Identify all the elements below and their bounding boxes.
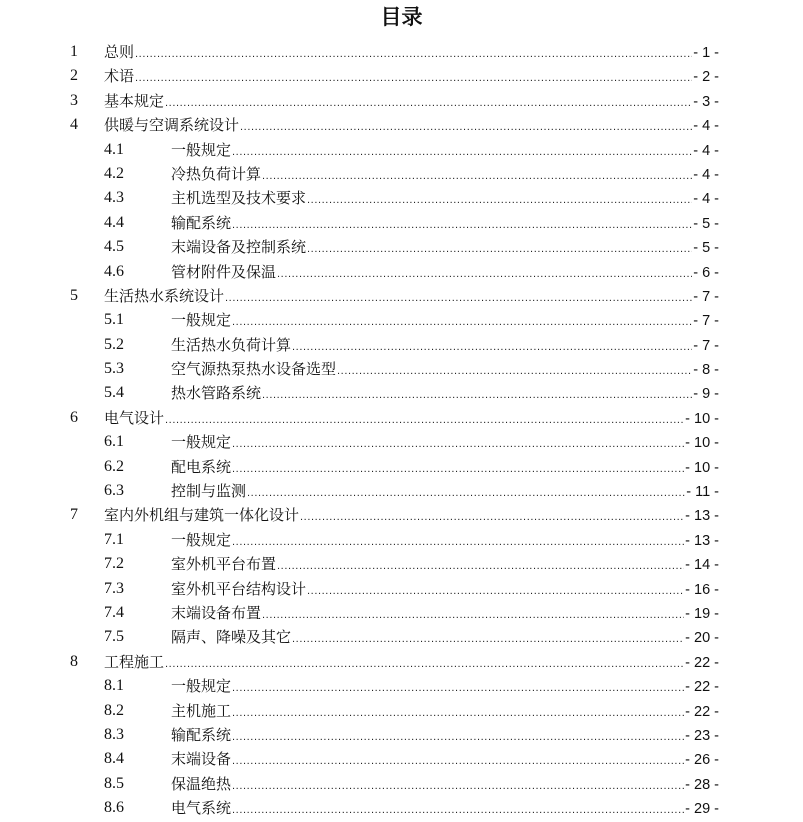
toc-dot-leader bbox=[262, 603, 684, 627]
toc-entry-title: 术语 bbox=[104, 67, 135, 86]
toc-dot-leader bbox=[232, 213, 692, 237]
toc-entry-page: - 5 - bbox=[693, 215, 719, 232]
toc-entry-page: - 28 - bbox=[685, 776, 719, 793]
toc-entry-page: - 11 - bbox=[686, 484, 719, 501]
toc-entry-number: 5.2 bbox=[104, 335, 124, 353]
toc-entry-title: 室外机平台结构设计 bbox=[171, 579, 307, 598]
toc-entry-number: 4.6 bbox=[104, 262, 124, 280]
toc-entry-number: 5.3 bbox=[104, 360, 124, 378]
toc-section-entry[interactable] bbox=[0, 625, 803, 649]
toc-entry-title: 隔声、降噪及其它 bbox=[171, 628, 292, 647]
toc-entry-line bbox=[171, 357, 719, 383]
toc-entry-title: 电气系统 bbox=[171, 799, 232, 818]
toc-entry-page: - 23 - bbox=[685, 727, 719, 744]
toc-entry-line bbox=[104, 650, 719, 676]
toc-entry-title: 一般规定 bbox=[171, 140, 232, 159]
toc-dot-leader bbox=[232, 457, 684, 481]
toc-section-entry[interactable] bbox=[0, 772, 803, 796]
toc-entry-line bbox=[171, 747, 719, 773]
toc-entry-line bbox=[171, 455, 719, 481]
toc-dot-leader bbox=[232, 701, 684, 725]
toc-entry-title: 控制与监测 bbox=[171, 482, 247, 501]
toc-entry-line bbox=[104, 89, 719, 115]
toc-entry-line bbox=[104, 503, 719, 529]
toc-entry-page: - 22 - bbox=[685, 703, 719, 720]
toc-chapter-entry[interactable] bbox=[0, 284, 803, 308]
toc-section-entry[interactable] bbox=[0, 601, 803, 625]
toc-entry-title: 生活热水系统设计 bbox=[104, 286, 225, 305]
toc-entry-title: 末端设备布置 bbox=[171, 603, 262, 622]
toc-entry-number: 7.4 bbox=[104, 603, 124, 621]
toc-entry-number: 6 bbox=[70, 408, 78, 426]
toc-entry-page: - 4 - bbox=[693, 118, 719, 135]
toc-entry-number: 3 bbox=[70, 91, 78, 109]
toc-entry-title: 电气设计 bbox=[104, 408, 165, 427]
toc-entry-line bbox=[171, 138, 719, 164]
toc-entry-title: 总则 bbox=[104, 43, 135, 61]
toc-entry-page: - 6 - bbox=[693, 264, 719, 281]
toc-entry-page: - 3 - bbox=[693, 93, 719, 110]
toc-entry-line bbox=[171, 430, 719, 456]
toc-dot-leader bbox=[232, 798, 684, 822]
toc-entry-title: 基本规定 bbox=[104, 91, 165, 110]
toc-dot-leader bbox=[307, 188, 692, 212]
toc-entry-number: 8 bbox=[70, 652, 78, 670]
toc-dot-leader bbox=[247, 481, 685, 505]
toc-section-entry[interactable] bbox=[0, 138, 803, 162]
toc-dot-leader bbox=[135, 66, 692, 90]
toc-entry-number: 8.1 bbox=[104, 677, 124, 695]
toc-entry-page: - 7 - bbox=[693, 288, 719, 305]
toc-entry-line bbox=[171, 577, 719, 603]
toc-section-entry[interactable] bbox=[0, 381, 803, 405]
toc-dot-leader bbox=[232, 676, 684, 700]
toc-entry-line bbox=[171, 186, 719, 212]
toc-dot-leader bbox=[232, 310, 692, 334]
toc-entry-line bbox=[171, 772, 719, 798]
toc-entry-title: 室内外机组与建筑一体化设计 bbox=[104, 506, 300, 525]
toc-section-entry[interactable] bbox=[0, 162, 803, 186]
toc-entry-page: - 10 - bbox=[685, 435, 719, 452]
toc-entry-page: - 13 - bbox=[685, 508, 719, 525]
toc-entry-title: 末端设备及控制系统 bbox=[171, 238, 307, 257]
toc-entry-line bbox=[171, 479, 719, 505]
toc-entry-number: 5.4 bbox=[104, 384, 124, 402]
toc-dot-leader bbox=[307, 579, 684, 603]
toc-entry-line bbox=[171, 381, 719, 407]
toc-section-entry[interactable] bbox=[0, 577, 803, 601]
toc-chapter-entry[interactable] bbox=[0, 503, 803, 527]
toc-entry-page: - 10 - bbox=[685, 410, 719, 427]
toc-entry-line bbox=[171, 528, 719, 554]
toc-section-entry[interactable] bbox=[0, 308, 803, 332]
toc-entry-page: - 13 - bbox=[685, 532, 719, 549]
toc-entry-title: 一般规定 bbox=[171, 311, 232, 330]
toc-dot-leader bbox=[240, 115, 692, 139]
toc-dot-leader bbox=[232, 725, 684, 749]
toc-entry-page: - 8 - bbox=[693, 362, 719, 379]
toc-chapter-entry[interactable] bbox=[0, 89, 803, 113]
toc-dot-leader bbox=[292, 627, 684, 651]
toc-entry-title: 热水管路系统 bbox=[171, 384, 262, 403]
toc-entry-title: 一般规定 bbox=[171, 677, 232, 696]
toc-entry-line bbox=[104, 64, 719, 90]
toc-entry-number: 8.6 bbox=[104, 799, 124, 817]
toc-entry-line bbox=[171, 601, 719, 627]
toc-entry-page: - 20 - bbox=[685, 630, 719, 647]
toc-dot-leader bbox=[232, 140, 692, 164]
toc-section-entry[interactable] bbox=[0, 528, 803, 552]
toc-entry-number: 4.1 bbox=[104, 140, 124, 158]
toc-dot-leader bbox=[307, 237, 692, 261]
toc-entry-page: - 19 - bbox=[685, 605, 719, 622]
toc-entry-title: 供暖与空调系统设计 bbox=[104, 116, 240, 135]
toc-entry-title: 保温绝热 bbox=[171, 774, 232, 793]
toc-entry-page: - 9 - bbox=[693, 386, 719, 403]
toc-entry-page: - 5 - bbox=[693, 240, 719, 257]
toc-dot-leader bbox=[165, 408, 684, 432]
toc-entry-page: - 2 - bbox=[693, 69, 719, 86]
toc-entry-line bbox=[171, 699, 719, 725]
toc-section-entry[interactable] bbox=[0, 455, 803, 479]
toc-entry-number: 2 bbox=[70, 67, 78, 85]
toc-entry-page: - 22 - bbox=[685, 679, 719, 696]
toc-section-entry[interactable] bbox=[0, 552, 803, 576]
toc-chapter-entry[interactable] bbox=[0, 406, 803, 430]
toc-entry-number: 7.5 bbox=[104, 628, 124, 646]
toc-entry-page: - 29 - bbox=[685, 801, 719, 818]
toc-entry-number: 1 bbox=[70, 43, 78, 60]
toc-entry-title: 管材附件及保温 bbox=[171, 262, 277, 281]
toc-section-entry[interactable] bbox=[0, 747, 803, 771]
toc-entry-page: - 26 - bbox=[685, 752, 719, 769]
toc-entry-line bbox=[171, 552, 719, 578]
toc-section-entry[interactable] bbox=[0, 674, 803, 698]
toc-chapter-entry[interactable] bbox=[0, 650, 803, 674]
toc-title: 目录 bbox=[380, 5, 423, 29]
toc-entry-line bbox=[171, 235, 719, 261]
table-of-contents bbox=[0, 40, 803, 821]
toc-section-entry[interactable] bbox=[0, 796, 803, 820]
toc-entry-page: - 7 - bbox=[693, 337, 719, 354]
toc-entry-title: 末端设备 bbox=[171, 750, 232, 769]
toc-entry-line bbox=[171, 260, 719, 286]
toc-entry-page: - 10 - bbox=[685, 459, 719, 476]
toc-chapter-entry[interactable] bbox=[0, 40, 803, 64]
toc-section-entry[interactable] bbox=[0, 260, 803, 284]
toc-entry-page: - 4 - bbox=[693, 191, 719, 208]
toc-entry-page: - 14 - bbox=[685, 557, 719, 574]
toc-chapter-entry[interactable] bbox=[0, 113, 803, 137]
toc-entry-number: 4.4 bbox=[104, 213, 124, 231]
toc-entry-number: 7.2 bbox=[104, 555, 124, 573]
toc-entry-number: 6.3 bbox=[104, 482, 124, 500]
toc-dot-leader bbox=[337, 359, 692, 383]
toc-entry-number: 4.3 bbox=[104, 189, 124, 207]
toc-entry-number: 4.2 bbox=[104, 164, 124, 182]
toc-entry-line bbox=[171, 723, 719, 749]
toc-dot-leader bbox=[225, 286, 692, 310]
toc-entry-line bbox=[171, 308, 719, 334]
toc-dot-leader bbox=[277, 554, 684, 578]
toc-entry-line bbox=[104, 284, 719, 310]
toc-entry-title: 主机选型及技术要求 bbox=[171, 189, 307, 208]
toc-entry-title: 一般规定 bbox=[171, 433, 232, 452]
toc-entry-page: - 1 - bbox=[693, 45, 719, 61]
toc-dot-leader bbox=[165, 91, 692, 115]
toc-entry-number: 4 bbox=[70, 116, 78, 134]
toc-section-entry[interactable] bbox=[0, 333, 803, 357]
toc-section-entry[interactable] bbox=[0, 479, 803, 503]
toc-entry-number: 7.3 bbox=[104, 579, 124, 597]
toc-dot-leader bbox=[262, 164, 692, 188]
toc-entry-number: 8.4 bbox=[104, 750, 124, 768]
toc-entry-page: - 7 - bbox=[693, 313, 719, 330]
toc-entry-number: 8.3 bbox=[104, 725, 124, 743]
toc-entry-number: 5.1 bbox=[104, 311, 124, 329]
toc-dot-leader bbox=[292, 335, 692, 359]
toc-dot-leader bbox=[277, 262, 692, 286]
toc-entry-number: 4.5 bbox=[104, 238, 124, 256]
toc-dot-leader bbox=[232, 432, 684, 456]
toc-section-entry[interactable] bbox=[0, 186, 803, 210]
toc-entry-line bbox=[104, 406, 719, 432]
toc-section-entry[interactable] bbox=[0, 699, 803, 723]
toc-entry-line bbox=[171, 625, 719, 651]
toc-entry-line bbox=[171, 211, 719, 237]
toc-dot-leader bbox=[135, 42, 692, 66]
toc-entry-number: 5 bbox=[70, 286, 78, 304]
toc-dot-leader bbox=[232, 749, 684, 773]
toc-entry-line bbox=[171, 796, 719, 822]
toc-entry-page: - 16 - bbox=[685, 581, 719, 598]
toc-entry-title: 室外机平台布置 bbox=[171, 555, 277, 574]
toc-entry-title: 生活热水负荷计算 bbox=[171, 335, 292, 354]
toc-section-entry[interactable] bbox=[0, 235, 803, 259]
toc-entry-line bbox=[171, 674, 719, 700]
toc-entry-number: 6.1 bbox=[104, 433, 124, 451]
toc-entry-line bbox=[171, 162, 719, 188]
toc-section-entry[interactable] bbox=[0, 430, 803, 454]
toc-entry-title: 空气源热泵热水设备选型 bbox=[171, 360, 337, 379]
toc-entry-title: 一般规定 bbox=[171, 530, 232, 549]
toc-chapter-entry[interactable] bbox=[0, 64, 803, 88]
toc-entry-line bbox=[104, 40, 719, 66]
toc-entry-title: 工程施工 bbox=[104, 652, 165, 671]
toc-dot-leader bbox=[262, 383, 692, 407]
toc-entry-number: 7 bbox=[70, 506, 78, 524]
toc-entry-title: 主机施工 bbox=[171, 701, 232, 720]
toc-entry-number: 8.2 bbox=[104, 701, 124, 719]
toc-entry-line bbox=[171, 333, 719, 359]
toc-section-entry[interactable] bbox=[0, 211, 803, 235]
toc-entry-page: - 4 - bbox=[693, 166, 719, 183]
toc-section-entry[interactable] bbox=[0, 357, 803, 381]
toc-dot-leader bbox=[165, 652, 684, 676]
toc-entry-number: 8.5 bbox=[104, 774, 124, 792]
toc-dot-leader bbox=[232, 530, 684, 554]
toc-entry-title: 冷热负荷计算 bbox=[171, 164, 262, 183]
toc-entry-title: 输配系统 bbox=[171, 725, 232, 744]
toc-dot-leader bbox=[300, 505, 684, 529]
toc-entry-page: - 22 - bbox=[685, 654, 719, 671]
toc-entry-line bbox=[104, 113, 719, 139]
toc-entry-page: - 4 - bbox=[693, 142, 719, 159]
toc-dot-leader bbox=[232, 774, 684, 798]
toc-entry-title: 配电系统 bbox=[171, 457, 232, 476]
toc-entry-title: 输配系统 bbox=[171, 213, 232, 232]
toc-section-entry[interactable] bbox=[0, 723, 803, 747]
toc-entry-number: 7.1 bbox=[104, 530, 124, 548]
toc-entry-number: 6.2 bbox=[104, 457, 124, 475]
